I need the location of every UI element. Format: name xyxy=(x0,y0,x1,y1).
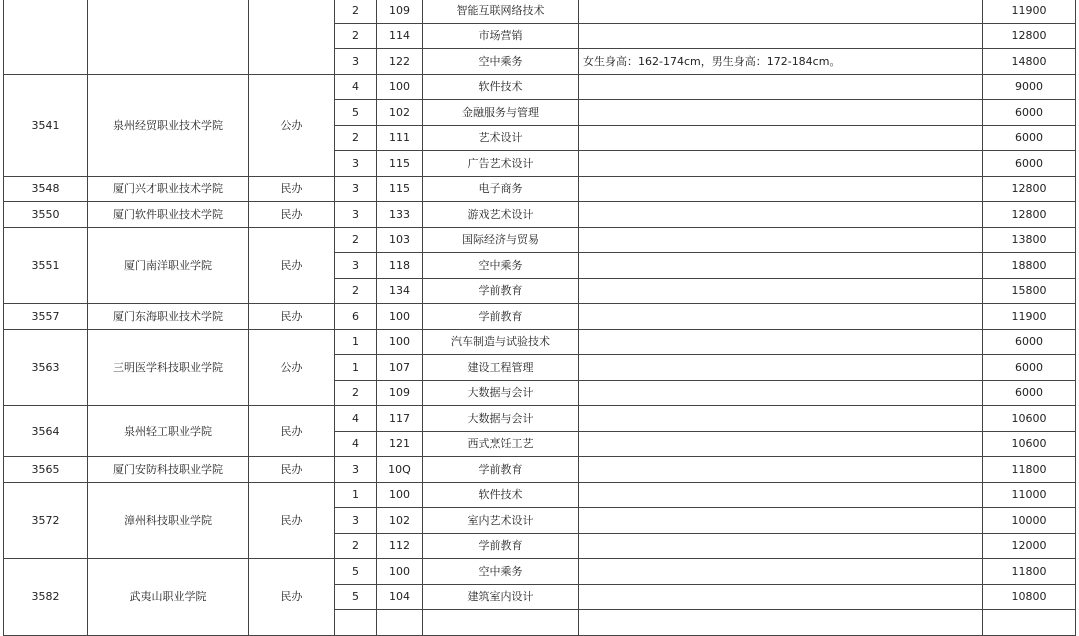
remark-cell xyxy=(579,355,983,381)
table-row xyxy=(4,304,1076,330)
years-cell: 5 xyxy=(335,584,377,610)
major-name-cell: 大数据与会计 xyxy=(423,406,579,432)
remark-cell xyxy=(579,74,983,100)
school-type-cell: 民办 xyxy=(249,457,335,483)
fee-cell: 15800 xyxy=(983,278,1076,304)
remark-cell xyxy=(579,0,983,23)
fee-cell: 6000 xyxy=(983,125,1076,151)
table-row xyxy=(4,329,1076,355)
fee-cell: 18800 xyxy=(983,253,1076,279)
school-code-cell: 3582 xyxy=(4,559,88,636)
table-row xyxy=(4,0,1076,23)
years-cell: 2 xyxy=(335,125,377,151)
major-code-cell: 100 xyxy=(377,329,423,355)
school-code-cell xyxy=(4,0,88,74)
major-code-cell: 100 xyxy=(377,304,423,330)
school-type-cell: 公办 xyxy=(249,329,335,406)
school-code-cell: 3572 xyxy=(4,482,88,559)
remark-cell xyxy=(579,202,983,228)
fee-cell: 12000 xyxy=(983,533,1076,559)
table-body xyxy=(4,0,1076,635)
major-name-cell: 大数据与会计 xyxy=(423,380,579,406)
school-type-cell: 民办 xyxy=(249,406,335,457)
remark-cell xyxy=(579,508,983,534)
school-name-cell: 武夷山职业学院 xyxy=(88,559,249,636)
remark-cell xyxy=(579,406,983,432)
major-name-cell: 空中乘务 xyxy=(423,49,579,75)
remark-cell xyxy=(579,482,983,508)
major-code-cell: 122 xyxy=(377,49,423,75)
remark-cell xyxy=(579,533,983,559)
fee-cell: 10600 xyxy=(983,431,1076,457)
major-name-cell: 广告艺术设计 xyxy=(423,151,579,177)
years-cell: 3 xyxy=(335,49,377,75)
major-code-cell: 100 xyxy=(377,74,423,100)
major-name-cell: 艺术设计 xyxy=(423,125,579,151)
major-code-cell: 103 xyxy=(377,227,423,253)
school-name-cell: 厦门软件职业技术学院 xyxy=(88,202,249,228)
fee-cell: 9000 xyxy=(983,74,1076,100)
major-code-cell: 102 xyxy=(377,508,423,534)
major-name-cell: 建筑室内设计 xyxy=(423,584,579,610)
fee-cell: 11800 xyxy=(983,559,1076,585)
years-cell: 2 xyxy=(335,278,377,304)
school-type-cell xyxy=(249,0,335,74)
school-type-cell: 民办 xyxy=(249,304,335,330)
school-type-cell: 民办 xyxy=(249,202,335,228)
major-code-cell: 102 xyxy=(377,100,423,126)
remark-cell xyxy=(579,23,983,49)
major-code-cell: 100 xyxy=(377,482,423,508)
years-cell: 3 xyxy=(335,457,377,483)
major-code-cell: 114 xyxy=(377,23,423,49)
years-cell: 1 xyxy=(335,482,377,508)
major-name-cell: 市场营销 xyxy=(423,23,579,49)
school-name-cell: 厦门安防科技职业学院 xyxy=(88,457,249,483)
major-name-cell xyxy=(423,610,579,636)
fee-cell: 10000 xyxy=(983,508,1076,534)
major-name-cell: 学前教育 xyxy=(423,533,579,559)
major-code-cell: 115 xyxy=(377,176,423,202)
major-name-cell: 学前教育 xyxy=(423,457,579,483)
major-code-cell: 112 xyxy=(377,533,423,559)
major-code-cell: 118 xyxy=(377,253,423,279)
remark-cell xyxy=(579,176,983,202)
years-cell: 4 xyxy=(335,74,377,100)
years-cell: 3 xyxy=(335,202,377,228)
table-row xyxy=(4,227,1076,253)
fee-cell: 10800 xyxy=(983,584,1076,610)
years-cell xyxy=(335,610,377,636)
years-cell: 4 xyxy=(335,431,377,457)
major-code-cell: 134 xyxy=(377,278,423,304)
major-code-cell: 100 xyxy=(377,559,423,585)
school-name-cell: 厦门兴才职业技术学院 xyxy=(88,176,249,202)
years-cell: 1 xyxy=(335,329,377,355)
major-name-cell: 游戏艺术设计 xyxy=(423,202,579,228)
fee-cell: 6000 xyxy=(983,329,1076,355)
major-name-cell: 学前教育 xyxy=(423,304,579,330)
major-name-cell: 空中乘务 xyxy=(423,559,579,585)
years-cell: 4 xyxy=(335,406,377,432)
fee-cell: 6000 xyxy=(983,380,1076,406)
major-name-cell: 智能互联网络技术 xyxy=(423,0,579,23)
major-name-cell: 西式烹饪工艺 xyxy=(423,431,579,457)
remark-cell: 女生身高：162-174cm，男生身高：172-184cm。 xyxy=(579,49,983,75)
major-code-cell: 117 xyxy=(377,406,423,432)
fee-cell: 12800 xyxy=(983,23,1076,49)
table-row xyxy=(4,176,1076,202)
school-name-cell: 泉州轻工职业学院 xyxy=(88,406,249,457)
fee-cell: 11000 xyxy=(983,482,1076,508)
years-cell: 2 xyxy=(335,380,377,406)
major-name-cell: 建设工程管理 xyxy=(423,355,579,381)
remark-cell xyxy=(579,304,983,330)
fee-cell: 6000 xyxy=(983,355,1076,381)
table-row xyxy=(4,406,1076,432)
fee-cell: 12800 xyxy=(983,176,1076,202)
major-name-cell: 国际经济与贸易 xyxy=(423,227,579,253)
remark-cell xyxy=(579,457,983,483)
school-name-cell: 泉州经贸职业技术学院 xyxy=(88,74,249,176)
table-row xyxy=(4,482,1076,508)
remark-cell xyxy=(579,253,983,279)
school-code-cell: 3564 xyxy=(4,406,88,457)
school-name-cell: 三明医学科技职业学院 xyxy=(88,329,249,406)
remark-cell xyxy=(579,329,983,355)
remark-cell xyxy=(579,559,983,585)
school-code-cell: 3541 xyxy=(4,74,88,176)
major-code-cell: 133 xyxy=(377,202,423,228)
remark-cell xyxy=(579,380,983,406)
school-name-cell: 漳州科技职业学院 xyxy=(88,482,249,559)
school-type-cell: 公办 xyxy=(249,74,335,176)
fee-cell: 6000 xyxy=(983,151,1076,177)
school-code-cell: 3548 xyxy=(4,176,88,202)
remark-cell xyxy=(579,100,983,126)
fee-cell: 11800 xyxy=(983,457,1076,483)
years-cell: 3 xyxy=(335,151,377,177)
years-cell: 2 xyxy=(335,227,377,253)
years-cell: 3 xyxy=(335,176,377,202)
years-cell: 2 xyxy=(335,533,377,559)
major-name-cell: 汽车制造与试验技术 xyxy=(423,329,579,355)
remark-cell xyxy=(579,278,983,304)
major-name-cell: 金融服务与管理 xyxy=(423,100,579,126)
fee-cell: 11900 xyxy=(983,304,1076,330)
school-code-cell: 3551 xyxy=(4,227,88,304)
fee-cell xyxy=(983,610,1076,636)
admission-table xyxy=(3,0,1076,636)
table-row xyxy=(4,74,1076,100)
fee-cell: 13800 xyxy=(983,227,1076,253)
major-name-cell: 软件技术 xyxy=(423,74,579,100)
years-cell: 3 xyxy=(335,253,377,279)
major-code-cell: 115 xyxy=(377,151,423,177)
school-code-cell: 3550 xyxy=(4,202,88,228)
major-code-cell xyxy=(377,610,423,636)
school-type-cell: 民办 xyxy=(249,176,335,202)
major-code-cell: 10Q xyxy=(377,457,423,483)
school-type-cell: 民办 xyxy=(249,482,335,559)
major-code-cell: 104 xyxy=(377,584,423,610)
fee-cell: 10600 xyxy=(983,406,1076,432)
years-cell: 5 xyxy=(335,559,377,585)
remark-cell xyxy=(579,610,983,636)
school-code-cell: 3565 xyxy=(4,457,88,483)
remark-cell xyxy=(579,125,983,151)
remark-cell xyxy=(579,151,983,177)
years-cell: 5 xyxy=(335,100,377,126)
remark-cell xyxy=(579,227,983,253)
major-code-cell: 121 xyxy=(377,431,423,457)
school-type-cell: 民办 xyxy=(249,227,335,304)
major-name-cell: 软件技术 xyxy=(423,482,579,508)
school-name-cell xyxy=(88,0,249,74)
fee-cell: 14800 xyxy=(983,49,1076,75)
years-cell: 2 xyxy=(335,23,377,49)
years-cell: 1 xyxy=(335,355,377,381)
fee-cell: 12800 xyxy=(983,202,1076,228)
table-row xyxy=(4,202,1076,228)
school-type-cell: 民办 xyxy=(249,559,335,636)
major-code-cell: 107 xyxy=(377,355,423,381)
school-name-cell: 厦门南洋职业学院 xyxy=(88,227,249,304)
major-code-cell: 109 xyxy=(377,0,423,23)
major-code-cell: 111 xyxy=(377,125,423,151)
major-code-cell: 109 xyxy=(377,380,423,406)
school-code-cell: 3563 xyxy=(4,329,88,406)
table-row xyxy=(4,559,1076,585)
fee-cell: 6000 xyxy=(983,100,1076,126)
years-cell: 2 xyxy=(335,0,377,23)
table-row xyxy=(4,457,1076,483)
remark-cell xyxy=(579,431,983,457)
major-name-cell: 学前教育 xyxy=(423,278,579,304)
years-cell: 3 xyxy=(335,508,377,534)
school-name-cell: 厦门东海职业技术学院 xyxy=(88,304,249,330)
major-name-cell: 电子商务 xyxy=(423,176,579,202)
major-name-cell: 室内艺术设计 xyxy=(423,508,579,534)
school-code-cell: 3557 xyxy=(4,304,88,330)
major-name-cell: 空中乘务 xyxy=(423,253,579,279)
years-cell: 6 xyxy=(335,304,377,330)
fee-cell: 11900 xyxy=(983,0,1076,23)
